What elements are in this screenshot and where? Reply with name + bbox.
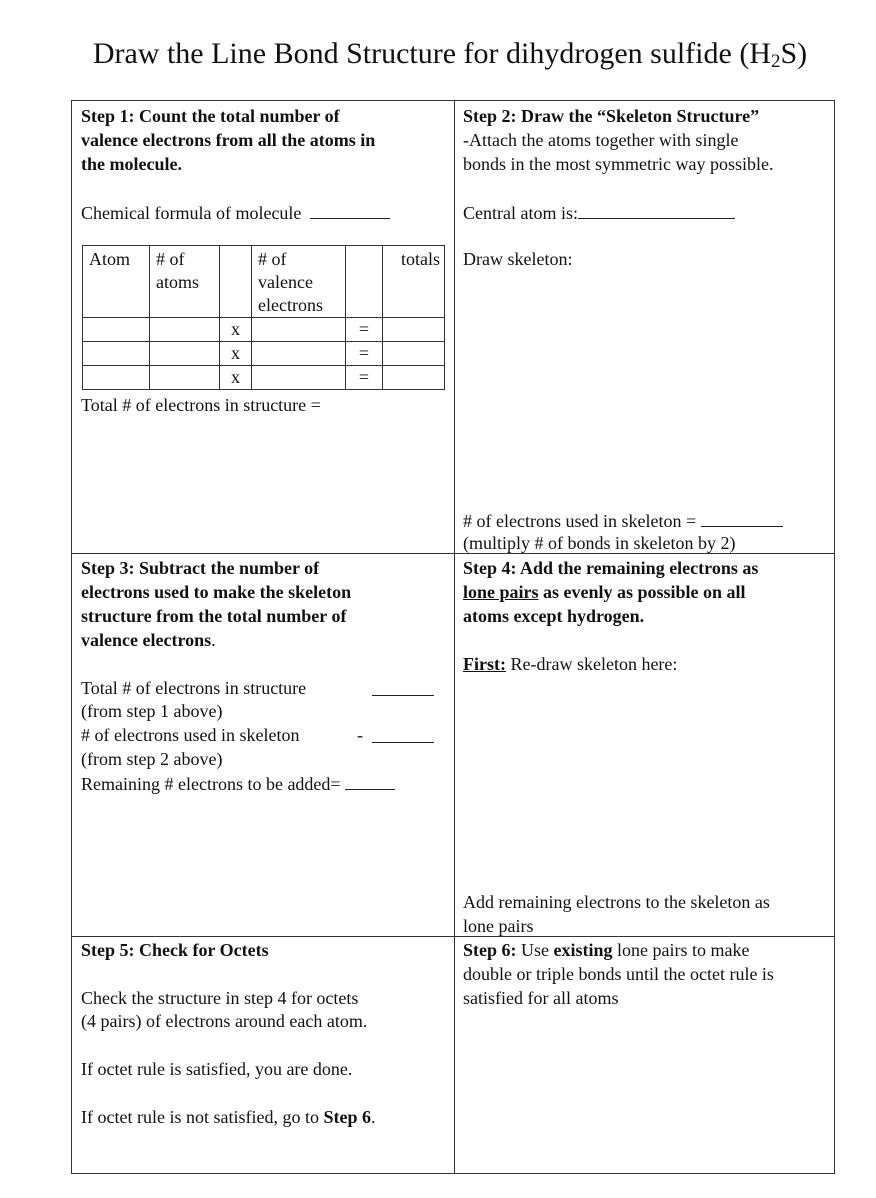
step2-desc-line: bonds in the most symmetric way possible.	[463, 154, 774, 174]
step3-used-blank[interactable]	[372, 724, 434, 743]
atom-table-header	[83, 246, 445, 318]
header-equals	[346, 246, 383, 318]
step3-heading-line: Step 3: Subtract the number of	[81, 558, 320, 578]
page-title: Draw the Line Bond Structure for dihydrogen sulfide $(H_2S)$	[92, 37, 808, 72]
step3-total-label: Total # of electrons in structure	[81, 678, 307, 698]
draw-skeleton-label: Draw skeleton:	[463, 249, 573, 269]
step4-section	[463, 556, 758, 628]
central-atom-label: Central atom is:	[463, 203, 578, 223]
header-atom: Atom	[83, 246, 150, 318]
table-row	[83, 318, 445, 342]
cell-total[interactable]	[383, 366, 445, 390]
cell-atom[interactable]	[83, 342, 150, 366]
cell-num-atoms[interactable]	[150, 366, 220, 390]
worksheet-grid	[71, 100, 835, 1174]
step3-period: .	[211, 630, 216, 650]
add-remaining-line: Add remaining electrons to the skeleton as	[463, 892, 770, 912]
step3-total-blank[interactable]	[372, 677, 434, 696]
formula-label: Chemical formula of molecule	[81, 203, 302, 223]
step6-heading: Step 6: Use existing lone pairs to make	[463, 940, 750, 960]
cell-atom[interactable]	[83, 318, 150, 342]
step3-section	[81, 556, 351, 652]
step4-heading-line: Step 4: Add the remaining electrons as	[463, 558, 759, 578]
central-atom-row	[463, 200, 735, 225]
header-totals: totals	[383, 246, 445, 318]
cell-valence[interactable]	[252, 318, 346, 342]
cell-equals: =	[346, 342, 383, 366]
remaining-electrons-row	[81, 771, 395, 796]
step1-heading-line: the molecule.	[81, 154, 182, 174]
cell-num-atoms[interactable]	[150, 342, 220, 366]
add-remaining-line: lone pairs	[463, 916, 534, 936]
atom-table	[82, 245, 445, 390]
electrons-used-note: (multiply # of bonds in skeleton by 2)	[463, 533, 736, 553]
formula-row	[81, 200, 390, 225]
redraw-skeleton-row	[463, 652, 677, 676]
cell-num-atoms[interactable]	[150, 318, 220, 342]
step2-section	[463, 104, 773, 176]
step4-heading-line: lone pairs as evenly as possible on all	[463, 582, 746, 602]
cell-total[interactable]	[383, 318, 445, 342]
step5-satisfied: If octet rule is satisfied, you are done.	[81, 1059, 353, 1079]
total-electrons-label: Total # of electrons in structure =	[81, 395, 321, 415]
header-valence: # of valence electrons	[252, 246, 346, 318]
cell-equals: =	[346, 318, 383, 342]
header-times	[220, 246, 252, 318]
cell-valence[interactable]	[252, 342, 346, 366]
remaining-electrons-blank[interactable]	[345, 771, 395, 790]
step3-heading-line: electrons used to make the skeleton	[81, 582, 352, 602]
step1-heading-line: valence electrons from all the atoms in	[81, 130, 376, 150]
central-atom-blank[interactable]	[578, 200, 735, 219]
step6-line: double or triple bonds until the octet rule is	[463, 964, 774, 984]
step5-not-satisfied: If octet rule is not satisfied, go to Step 6.	[81, 1107, 376, 1127]
step5-check-line: Check the structure in step 4 for octets	[81, 988, 359, 1008]
cell-valence[interactable]	[252, 366, 346, 390]
step4-heading-line: atoms except hydrogen.	[463, 606, 645, 626]
step2-heading: Step 2: Draw the “Skeleton Structure”	[463, 106, 760, 126]
step5-check-line: (4 pairs) of electrons around each atom.	[81, 1011, 368, 1031]
cell-times: x	[220, 342, 252, 366]
header-num-atoms: # of atoms	[150, 246, 220, 318]
step3-from-step1: (from step 1 above)	[81, 701, 223, 721]
step2-desc-line: -Attach the atoms together with single	[463, 130, 739, 150]
formula-blank[interactable]	[310, 200, 390, 219]
step3-used-label: # of electrons used in skeleton	[81, 725, 300, 745]
electrons-used-label: # of electrons used in skeleton =	[463, 511, 697, 531]
column-divider	[454, 101, 455, 1173]
cell-equals: =	[346, 366, 383, 390]
cell-total[interactable]	[383, 342, 445, 366]
step6-label: Step 6:	[463, 940, 517, 960]
table-row	[83, 366, 445, 390]
cell-atom[interactable]	[83, 366, 150, 390]
lone-pairs-term: lone pairs	[463, 582, 539, 602]
minus-sign: -	[357, 725, 363, 745]
cell-times: x	[220, 318, 252, 342]
step5-heading: Step 5: Check for Octets	[81, 940, 269, 960]
step3-heading-line: valence electrons	[81, 630, 212, 650]
first-label: First:	[463, 654, 506, 674]
row-divider-2	[72, 936, 834, 937]
electrons-used-row	[463, 508, 783, 533]
step1-heading-line: Step 1: Count the total number of	[81, 106, 340, 126]
redraw-skeleton-text: Re-draw skeleton here:	[505, 654, 678, 674]
step3-from-step2: (from step 2 above)	[81, 749, 223, 769]
step3-heading-line: structure from the total number of	[81, 606, 347, 626]
electrons-used-blank[interactable]	[701, 508, 783, 527]
cell-times: x	[220, 366, 252, 390]
step6-line: satisfied for all atoms	[463, 988, 619, 1008]
existing-term: existing	[553, 940, 613, 960]
remaining-electrons-label: Remaining # electrons to be added=	[81, 774, 341, 794]
table-row	[83, 342, 445, 366]
step1-section	[81, 104, 375, 176]
step6-reference: Step 6	[323, 1107, 371, 1127]
